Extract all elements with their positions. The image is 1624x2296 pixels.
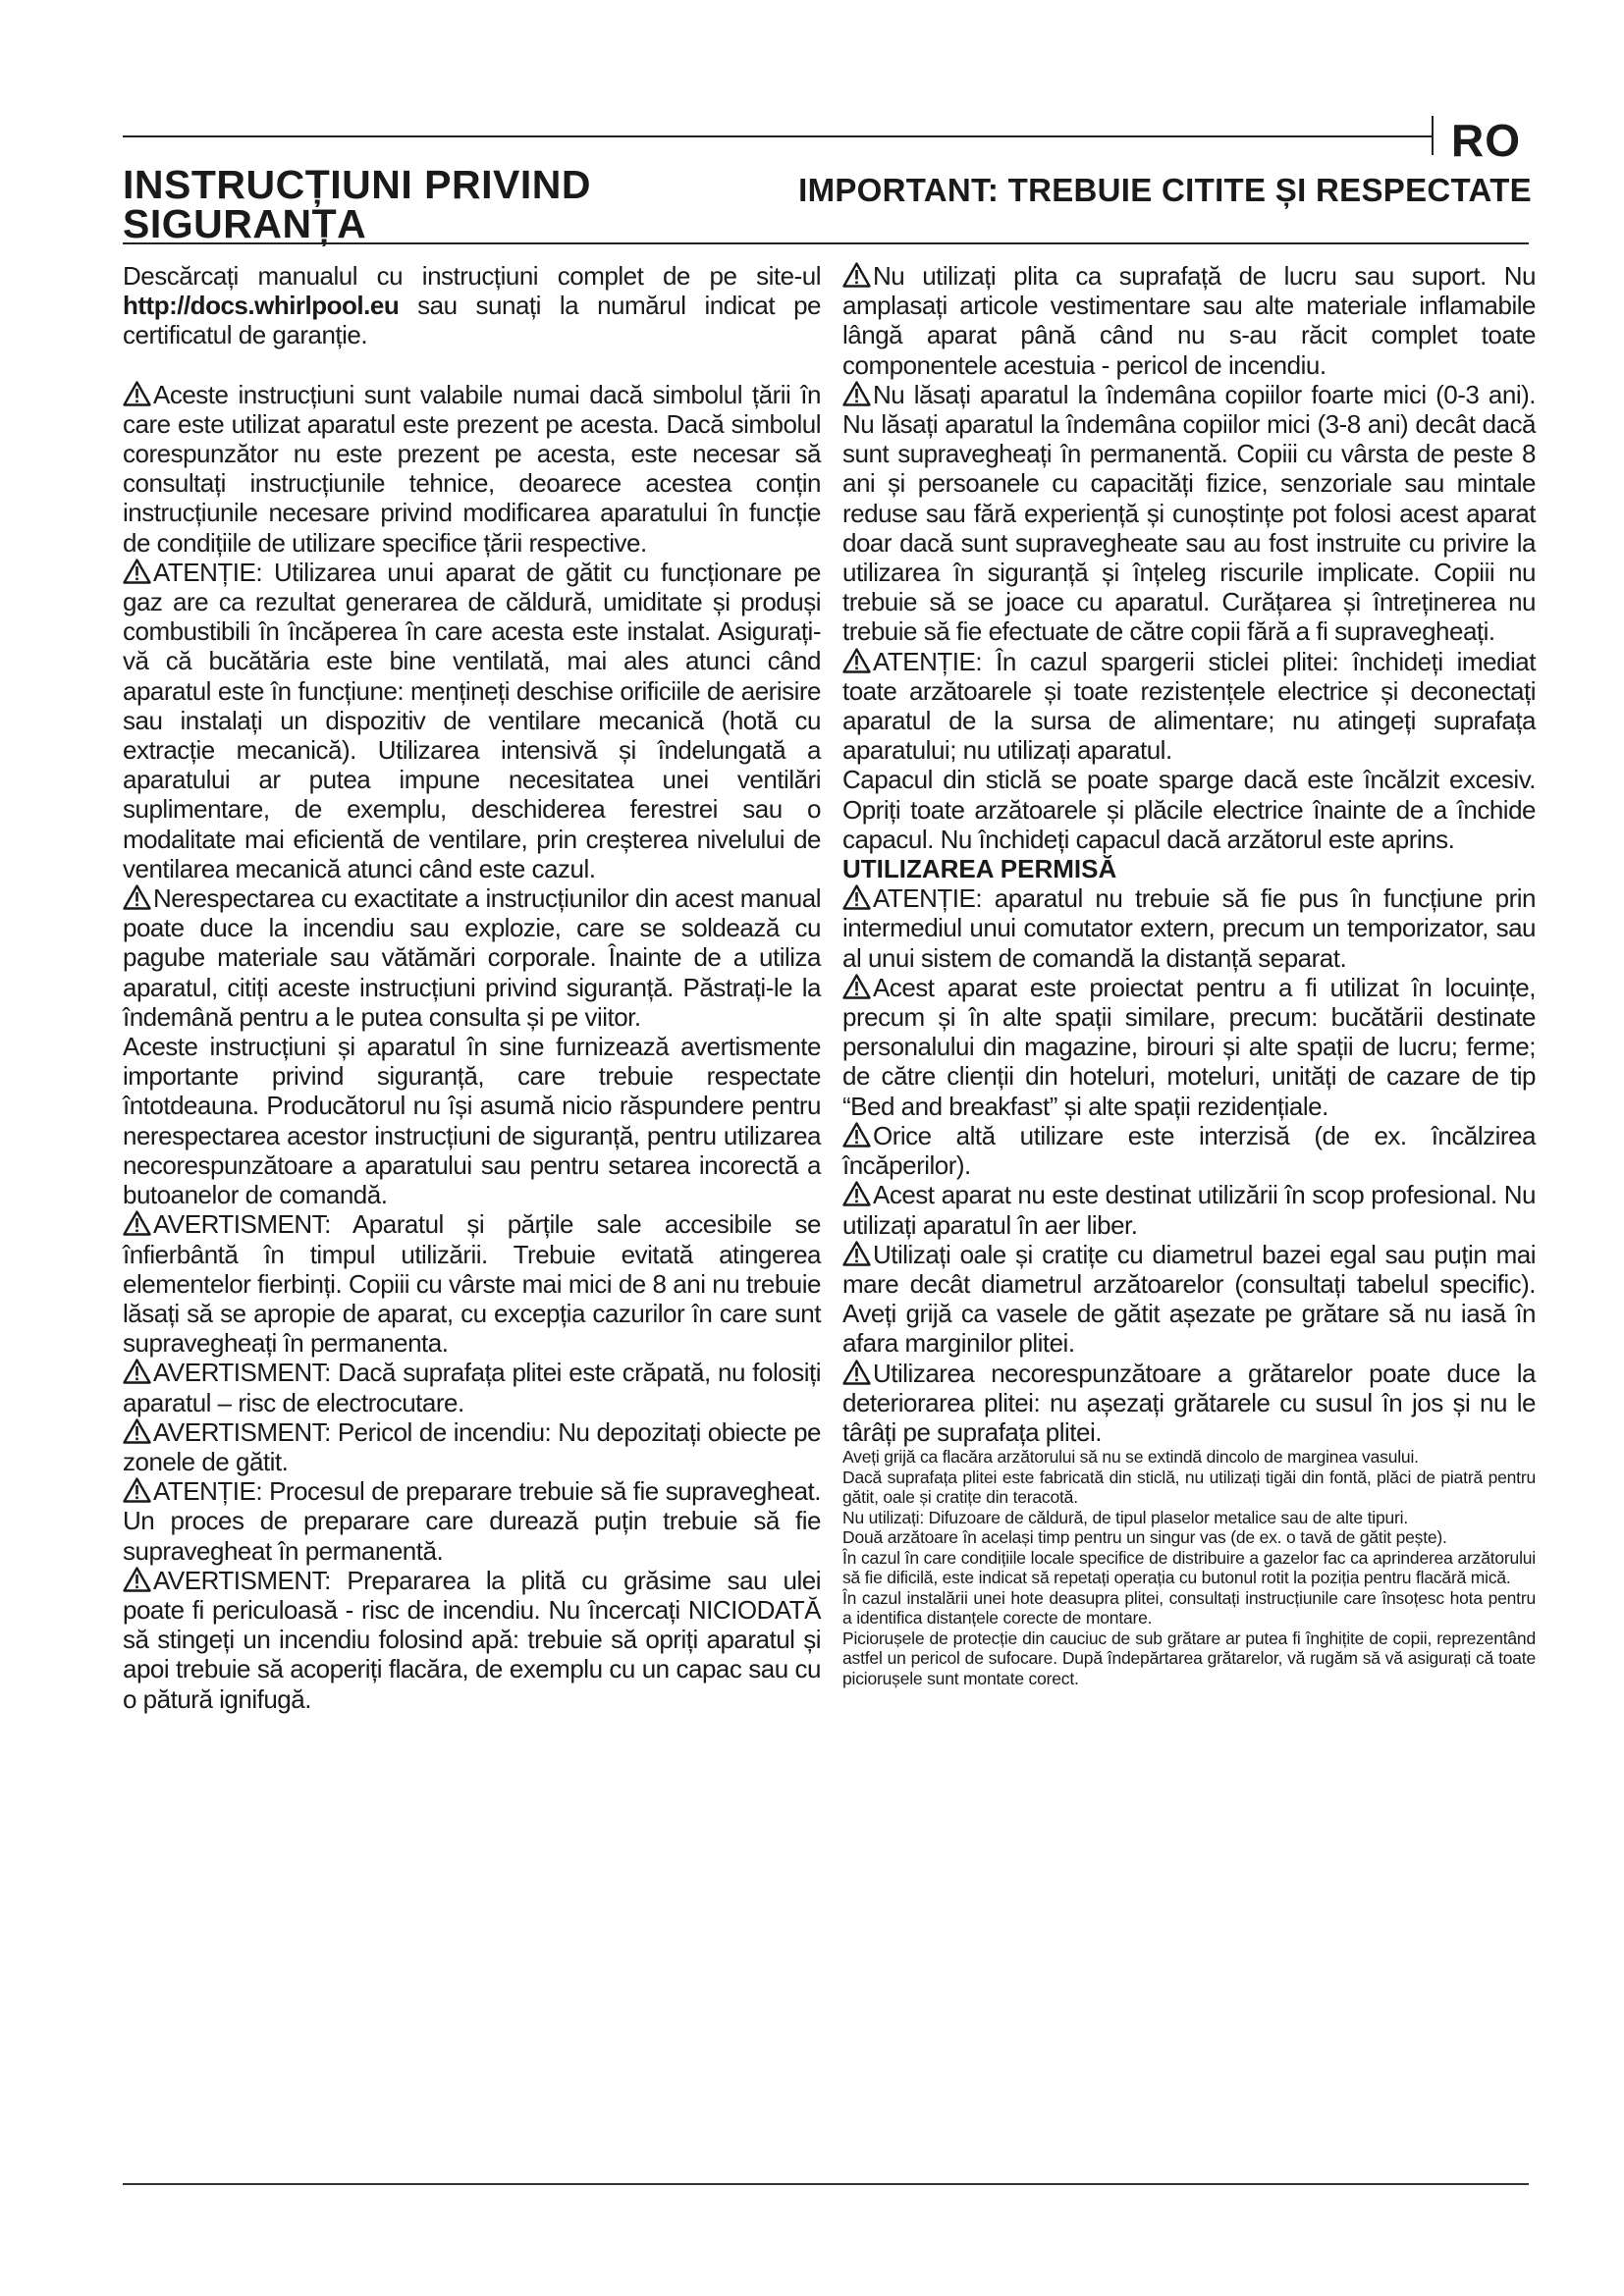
safety-paragraph: Capacul din sticlă se poate sparge dacă este încălzit excesiv. Opriți toate arzătoarele și plăcile electrice înainte de a închide capacul. Nu închideți capacul dacă arzătorul este aprins. (842, 765, 1536, 854)
section-heading: UTILIZAREA PERMISĂ (842, 854, 1117, 884)
page-subtitle: IMPORTANT: TREBUIE CITITE ȘI RESPECTATE (798, 172, 1532, 208)
safety-text: AVERTISMENT: Aparatul și părțile sale accesibile se înfierbântă în timpul utilizării. Trebuie evitată atingerea elementelor fierbinți. Copiii cu vârste mai mici de 8 ani nu trebuie lăsați să se apropie de aparat, cu excepția cazurilor în care sunt supravegheați în permanenta. (123, 1209, 821, 1359)
warning-triangle-icon (842, 1360, 871, 1385)
safety-paragraph (842, 380, 1536, 647)
safety-text: ATENȚIE: aparatul nu trebuie să fie pus în funcțiune prin intermediul unui comutator extern, precum un temporizator, sau al unui sistem de comandă la distanță separat. (842, 883, 1536, 973)
safety-text: Nu lăsați aparatul la îndemâna copiilor foarte mici (0-3 ani). Nu lăsați aparatul la îndemâna copiilor mici (3-8 ani) decât dacă sunt supravegheați în permanentă. Copiii cu vârsta de peste 8 ani și persoanele cu capacități fizice, senzoriale sau mintale reduse sau fără experiență și cunoștințe pot folosi acest aparat doar dacă sunt supravegheate sau au fost instruite cu privire la utilizarea în siguranță și înțeleg riscurile implicate. Copiii nu trebuie să se joace cu aparatul. Curățarea și întreținerea nu trebuie să fie efectuate de către copii fără a fi supravegheați. (842, 379, 1536, 647)
warning-triangle-icon (123, 1477, 151, 1503)
right-column (842, 261, 1536, 1688)
safety-text: Acest aparat nu este destinat utilizării în scop profesional. Nu utilizați aparatul în aer liber. (842, 1180, 1536, 1240)
safety-text: Acest aparat este proiectat pentru a fi utilizat în locuințe, precum și în alte spații similare, precum: bucătării destinate personalului din magazine, birouri și alte spații de lucru; ferme; de către clienții din hoteluri, moteluri, unități de cazare de tip “Bed and breakfast” și alte spații rezidențiale. (842, 972, 1536, 1121)
warning-triangle-icon (842, 1241, 871, 1266)
safety-paragraph (123, 1566, 821, 1714)
language-code: RO (1451, 115, 1521, 166)
warning-triangle-icon (842, 1181, 871, 1206)
safety-text: ATENȚIE: În cazul spargerii sticlei plitei: închideți imediat toate arzătoarele și toate rezistențele electrice și deconectați aparatul de la sursa de alimentare; nu atingeți suprafața aparatului; nu utilizați aparatul. (842, 646, 1536, 766)
safety-text: AVERTISMENT: Prepararea la plită cu grăsime sau ulei poate fi periculoasă - risc de incendiu. Nu încercați NICIODATĂ să stingeți un incendiu folosind apă: trebuie să opriți aparatul și apoi trebuie să acoperiți flacăra, de exemplu cu un capac sau cu o pătură ignifugă. (123, 1565, 821, 1714)
note-paragraph: Piciorușele de protecție din cauciuc de sub grătare ar putea fi înghițite de copii, reprezentând astfel un pericol de sufocare. După îndepărtarea grătarelor, vă rugăm să vă asigurați că toate piciorușele sunt montate corect. (842, 1628, 1536, 1688)
warning-triangle-icon (842, 381, 871, 406)
docs-link[interactable]: http://docs.whirlpool.eu (123, 291, 400, 321)
safety-paragraph (842, 1359, 1536, 1448)
safety-text: Orice altă utilizare este interzisă (de ex. încălzirea încăperilor). (842, 1120, 1536, 1181)
warning-triangle-icon (842, 974, 871, 999)
safety-text: Utilizarea necorespunzătoare a grătarelor poate duce la deteriorarea plitei: nu așezați grătarele cu susul în jos și nu le târâți pe suprafața plitei. (842, 1358, 1536, 1447)
safety-paragraph (123, 380, 821, 558)
note-paragraph: Aveți grijă ca flacăra arzătorului să nu se extindă dincolo de marginea vasului. (842, 1447, 1419, 1468)
warning-triangle-icon (123, 1210, 151, 1236)
warning-triangle-icon (123, 1359, 151, 1384)
safety-paragraph (123, 1358, 821, 1416)
warning-triangle-icon (123, 1567, 151, 1592)
safety-paragraph (123, 883, 821, 1032)
safety-paragraph (123, 1417, 821, 1476)
warning-triangle-icon (123, 381, 151, 406)
warning-triangle-icon (123, 884, 151, 910)
left-column (123, 261, 821, 1714)
footer-rule (123, 2183, 1529, 2185)
header-rule (123, 135, 1432, 137)
safety-text: Nu utilizați plita ca suprafață de lucru sau suport. Nu amplasați articole vestimentare sau alte materiale inflamabile lângă aparat până când nu s-au răcit complet toate componentele acestuia - pericol de incendiu. (842, 261, 1536, 380)
warning-triangle-icon (842, 262, 871, 288)
safety-paragraph (842, 1180, 1536, 1239)
safety-text: AVERTISMENT: Pericol de incendiu: Nu depozitați obiecte pe zonele de gătit. (123, 1416, 821, 1476)
warning-triangle-icon (842, 648, 871, 673)
safety-paragraph (842, 883, 1536, 973)
safety-text: ATENȚIE: Utilizarea unui aparat de gătit cu funcționare pe gaz are ca rezultat generarea de căldură, umiditate și produși combustibili în încăperea în care acesta este instalat. Asigurați-vă că bucătăria este bine ventilată, mai ales atunci când aparatul este în funcțiune: mențineți deschise orificiile de aerisire sau instalați un dispozitiv de ventilare mecanică (hotă cu extracție mecanică). Utilizarea intensivă și îndelungată a aparatului ar putea impune necesitatea unei ventilări suplimentare, de exemplu, deschiderea ferestrei sau o modalitate mai eficientă de ventilare, prin creșterea nivelului de ventilarea mecanică atunci când este cazul. (123, 557, 821, 883)
warning-triangle-icon (842, 1122, 871, 1148)
safety-text: ATENȚIE: Procesul de preparare trebuie să fie supravegheat. Un proces de preparare care durează puțin trebuie să fie supravegheat în permanentă. (123, 1476, 821, 1566)
safety-paragraph (123, 1209, 821, 1358)
safety-paragraph: Aceste instrucțiuni și aparatul în sine furnizează avertismente importante privind siguranță, care trebuie respectate întotdeauna. Producătorul nu își asumă nicio răspundere pentru nerespectarea acestor instrucțiuni de siguranță, pentru utilizarea necorespunzătoare a aparatului sau pentru setarea incorectă a butoanelor de comandă. (123, 1032, 821, 1210)
safety-text: Nerespectarea cu exactitate a instrucțiunilor din acest manual poate duce la incendiu sau explozie, care se soldează cu pagube materiale sau vătămări corporale. Înainte de a utiliza aparatul, citiți aceste instrucțiuni privind siguranță. Păstrați-le la îndemână pentru a le putea consulta și pe viitor. (123, 883, 821, 1032)
note-paragraph: Dacă suprafața plitei este fabricată din sticlă, nu utilizați tigăi din fontă, plăci de piatră pentru gătit, oale și cratițe din teracotă. (842, 1467, 1536, 1508)
title-rule (123, 242, 1529, 244)
safety-text: Aceste instrucțiuni sunt valabile numai dacă simbolul țării în care este utilizat aparatul este prezent pe acesta. Dacă simbolul corespunzător nu este prezent pe acesta, este necesar să consultați instrucțiunile tehnice, deoarece acestea conțin instrucțiunile necesare privind modificarea aparatului în funcție de condițiile de utilizare specifice țării respective. (123, 379, 821, 558)
safety-paragraph (842, 1121, 1536, 1180)
safety-paragraph (842, 647, 1536, 766)
safety-paragraph (123, 558, 821, 883)
safety-text: Utilizați oale și cratițe cu diametrul bazei egal sau puțin mai mare decât diametrul arzătoarelor (consultați tabelul specific). Aveți grijă ca vasele de gătit așezate pe grătare să nu iasă în afara marginilor plitei. (842, 1239, 1536, 1359)
note-paragraph: În cazul în care condițiile locale specifice de distribuire a gazelor fac ca aprinderea arzătorului să fie dificilă, este indicat să repetați operația cu butonul rotit la poziția pentru flacără mică. (842, 1547, 1536, 1588)
intro-text: Descărcați manualul cu instrucțiuni complet de pe site-ul (123, 261, 821, 291)
header-rule-tick (1432, 116, 1434, 155)
safety-paragraph (842, 261, 1536, 380)
safety-paragraph (123, 1476, 821, 1566)
safety-paragraph (842, 1240, 1536, 1359)
intro-text-end: sau sunați la numărul indicat pe certificatul de garanție. (123, 291, 821, 350)
note-paragraph: În cazul instalării unei hote deasupra plitei, consultați instrucțiunile care însoțesc hota pentru a identifica distanțele corecte de montare. (842, 1587, 1536, 1629)
safety-paragraph (842, 973, 1536, 1121)
intro-paragraph (123, 261, 821, 350)
warning-triangle-icon (123, 559, 151, 584)
warning-triangle-icon (123, 1418, 151, 1444)
warning-triangle-icon (842, 884, 871, 910)
page-title: INSTRUCȚIUNI PRIVIND SIGURANȚA (123, 162, 591, 246)
safety-text: AVERTISMENT: Dacă suprafața plitei este crăpată, nu folosiți aparatul – risc de electrocutare. (123, 1358, 821, 1417)
note-paragraph: Nu utilizați: Difuzoare de căldură, de tipul plaselor metalice sau de alte tipuri. (842, 1507, 1408, 1527)
note-paragraph: Două arzătoare în același timp pentru un singur vas (de ex. o tavă de gătit pește). (842, 1527, 1447, 1548)
